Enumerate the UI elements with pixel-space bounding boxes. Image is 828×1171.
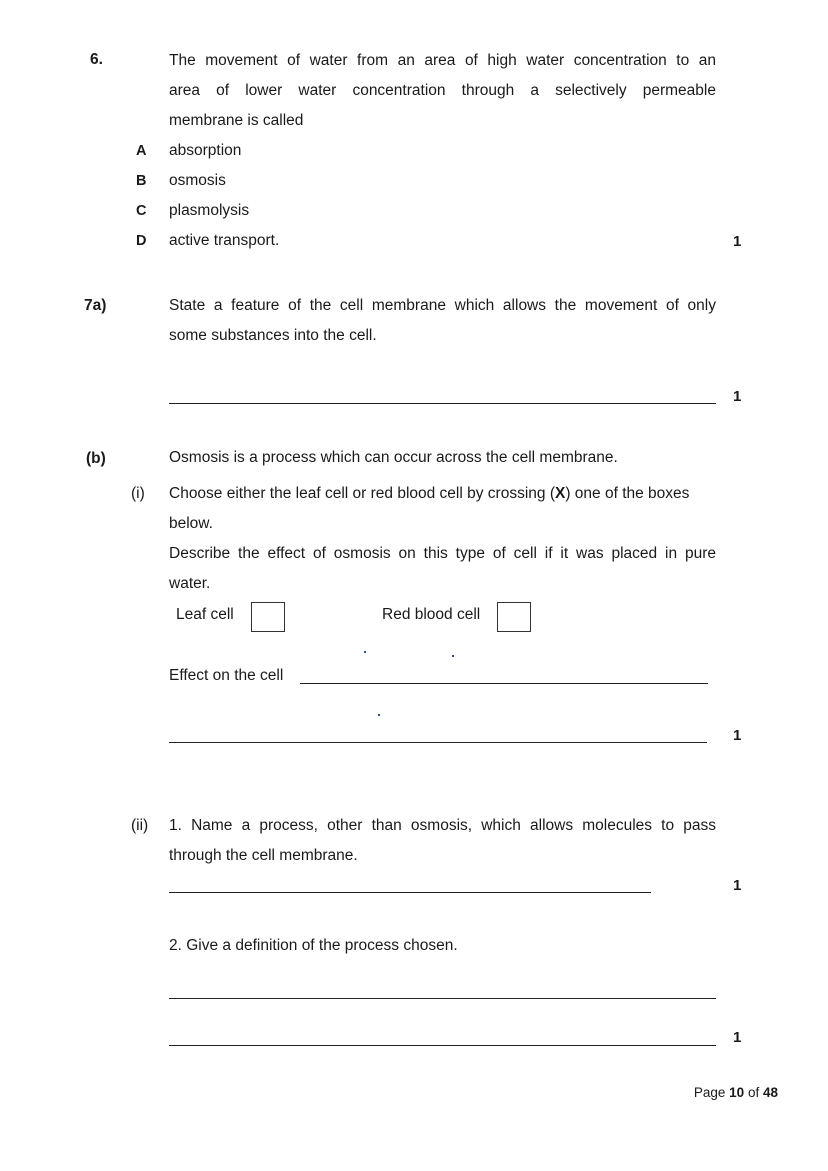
leaf-cell-label: Leaf cell [176, 606, 234, 623]
page-footer [694, 1085, 778, 1100]
part-i-line1 [169, 479, 689, 509]
effect-on-cell-label: Effect on the cell [169, 667, 284, 684]
part-ii-label: (ii) [131, 817, 149, 834]
part-ii-q1-mark: 1 [733, 877, 742, 894]
question-number-7a: 7a) [84, 297, 107, 314]
q7a-line1: State a feature of the cell membrane which allows the movement of only [169, 297, 716, 314]
footer-page-word: Page [693, 1085, 726, 1100]
red-blood-cell-label: Red blood cell [382, 606, 481, 623]
option-text-a: absorption [169, 142, 242, 159]
part-ii-q1-line2: through the cell membrane. [169, 847, 358, 864]
option-text-c: plasmolysis [169, 202, 250, 219]
q7b-intro: Osmosis is a process which can occur across the cell membrane. [169, 449, 618, 466]
part-i-label: (i) [131, 485, 145, 502]
q7a-answer-line[interactable] [169, 403, 716, 404]
question-number-7b: (b) [86, 450, 106, 467]
q6-stem-line3: membrane is called [169, 112, 304, 129]
footer-of-word: of [747, 1085, 760, 1100]
stray-mark [364, 651, 366, 653]
leaf-cell-checkbox[interactable] [251, 602, 285, 632]
option-letter-a: A [136, 143, 147, 159]
part-i-line1-a: Choose either the leaf cell or red blood cell by crossing ( [169, 485, 555, 502]
q7a-mark: 1 [733, 388, 742, 405]
stray-mark [452, 655, 454, 657]
footer-page-number: 10 [729, 1085, 745, 1100]
part-ii-q2-answer-line-1[interactable] [169, 998, 716, 999]
effect-answer-line-2[interactable] [169, 742, 707, 743]
q6-mark: 1 [733, 233, 742, 250]
option-letter-c: C [136, 203, 147, 219]
option-letter-b: B [136, 173, 147, 189]
q6-stem-line1: The movement of water from an area of high water concentration to an [169, 52, 716, 69]
q6-stem-line2: area of lower water concentration through a selectively permeable [169, 82, 716, 99]
part-ii-q2-answer-line-2[interactable] [169, 1045, 716, 1046]
part-ii-q2-mark: 1 [733, 1029, 742, 1046]
cross-symbol: X [554, 485, 566, 502]
part-ii-q1-line1: 1. Name a process, other than osmosis, which allows molecules to pass [169, 817, 716, 834]
part-i-line1-b: ) one of the boxes [565, 485, 690, 502]
part-i-line4: water. [169, 575, 211, 592]
stray-mark [378, 714, 380, 716]
part-ii-q1-answer-line[interactable] [169, 892, 651, 893]
option-text-b: osmosis [169, 172, 226, 189]
option-text-d: active transport. [169, 232, 280, 249]
part-i-mark: 1 [733, 727, 742, 744]
option-letter-d: D [136, 233, 147, 249]
effect-answer-line[interactable] [300, 683, 708, 684]
question-number-6: 6. [90, 51, 103, 68]
part-i-line3: Describe the effect of osmosis on this type of cell if it was placed in pure [169, 545, 716, 562]
part-i-line2: below. [169, 515, 213, 532]
q7a-line2: some substances into the cell. [169, 327, 377, 344]
red-blood-cell-checkbox[interactable] [497, 602, 531, 632]
footer-page-total: 48 [762, 1085, 778, 1100]
part-ii-q2-line1: 2. Give a definition of the process chosen. [169, 937, 458, 954]
